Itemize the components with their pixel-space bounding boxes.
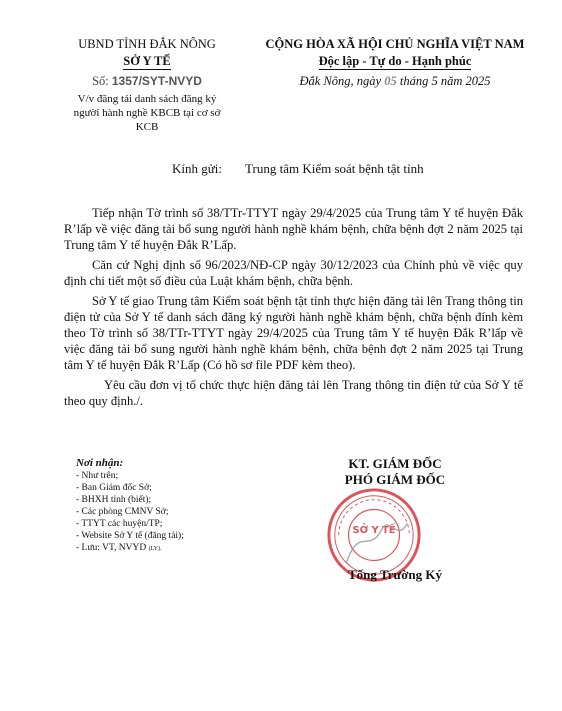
signature-title-1: KT. GIÁM ĐỐC bbox=[348, 456, 442, 471]
document-number bbox=[62, 73, 232, 90]
date-day: 05 bbox=[384, 74, 397, 88]
recipients-item: - Ban Giám đốc Sở; bbox=[76, 483, 152, 493]
issuing-agency-block bbox=[62, 36, 232, 90]
recipients-item: - Các phòng CMNV Sở; bbox=[76, 507, 169, 517]
recipients-item: - BHXH tỉnh (biết); bbox=[76, 495, 152, 505]
body-paragraph: Căn cứ Nghị định số 96/2023/NĐ-CP ngày 30/12/2023 của Chính phủ về việc quy định chi tiết một số điều của Luật khám bệnh, chữa bệnh. bbox=[64, 258, 523, 288]
recipients-item bbox=[76, 542, 184, 555]
date-prefix: Đắk Nông, ngày bbox=[299, 74, 382, 88]
body-paragraph: Tiếp nhận Tờ trình số 38/TTr-TTYT ngày 29/4/2025 của Trung tâm Y tế huyện Đắk R’lấp về việc đăng tải bổ sung người hành nghề khám bệnh, chữa bệnh đợt 2 năm 2025 tại Trung tâm Y tế huyện Đắk R’Lấp. bbox=[64, 206, 523, 252]
recipients-item: - Như trên; bbox=[76, 471, 119, 481]
number-label: Số: bbox=[92, 74, 109, 88]
body-paragraph: Yêu cầu đơn vị tổ chức thực hiện đăng tải lên Trang thông tin điện tử của Sở Y tế theo quy định./. bbox=[64, 378, 523, 408]
body-paragraph: Sở Y tế giao Trung tâm Kiểm soát bệnh tật tỉnh thực hiện đăng tải lên Trang thông tin điện tử của Sở Y tế danh sách đăng ký người hành nghề khám bệnh, chữa bệnh đính kèm theo Tờ trình số 38/TTr-TTYT ngày 29/4/2025 của Trung tâm Y tế huyện Đắk R’lấp về việc đăng tải bổ sung người hành nghề khám bệnh, chữa bệnh đợt 2 năm 2025 tại Trung tâm Y tế huyện Đắk R’Lấp (Có hồ sơ file PDF kèm theo). bbox=[64, 294, 523, 372]
recipients-item-text: - Lưu: VT, NVYD bbox=[76, 543, 147, 553]
recipient-line bbox=[172, 161, 424, 177]
agency-name: SỞ Y TẾ bbox=[123, 54, 171, 68]
recipients-item-suffix: (LY). bbox=[148, 546, 162, 552]
recipient-value: Trung tâm Kiểm soát bệnh tật tỉnh bbox=[245, 161, 424, 176]
recipient-label: Kính gửi: bbox=[172, 161, 223, 176]
agency-parent: UBND TỈNH ĐẮK NÔNG bbox=[78, 37, 216, 51]
number-value: 1357/SYT-NVYD bbox=[111, 74, 202, 88]
seal-center-text: SỞ Y TẾ bbox=[352, 525, 396, 537]
recipients-title: Nơi nhận: bbox=[76, 457, 124, 469]
signer-name: Tống Trường Ký bbox=[348, 567, 442, 582]
date-suffix: tháng 5 năm 2025 bbox=[399, 74, 491, 88]
recipients-item: - Website Sở Y tế (đăng tải); bbox=[76, 531, 184, 541]
motto: Độc lập - Tự do - Hạnh phúc bbox=[318, 54, 472, 68]
document-subject: V/v đăng tải danh sách đăng ký người hành nghề KBCB tại cơ sở KCB bbox=[73, 93, 221, 133]
document-date bbox=[240, 73, 550, 90]
country-name: CỘNG HÒA XÃ HỘI CHỦ NGHĨA VIỆT NAM bbox=[265, 37, 525, 51]
national-header-block bbox=[240, 36, 550, 90]
recipients-list bbox=[76, 457, 184, 555]
signature-title-block bbox=[330, 456, 460, 488]
signature-title-2: PHÓ GIÁM ĐỐC bbox=[344, 472, 446, 487]
recipients-item: - TTYT các huyện/TP; bbox=[76, 519, 163, 529]
body-text bbox=[64, 205, 523, 413]
